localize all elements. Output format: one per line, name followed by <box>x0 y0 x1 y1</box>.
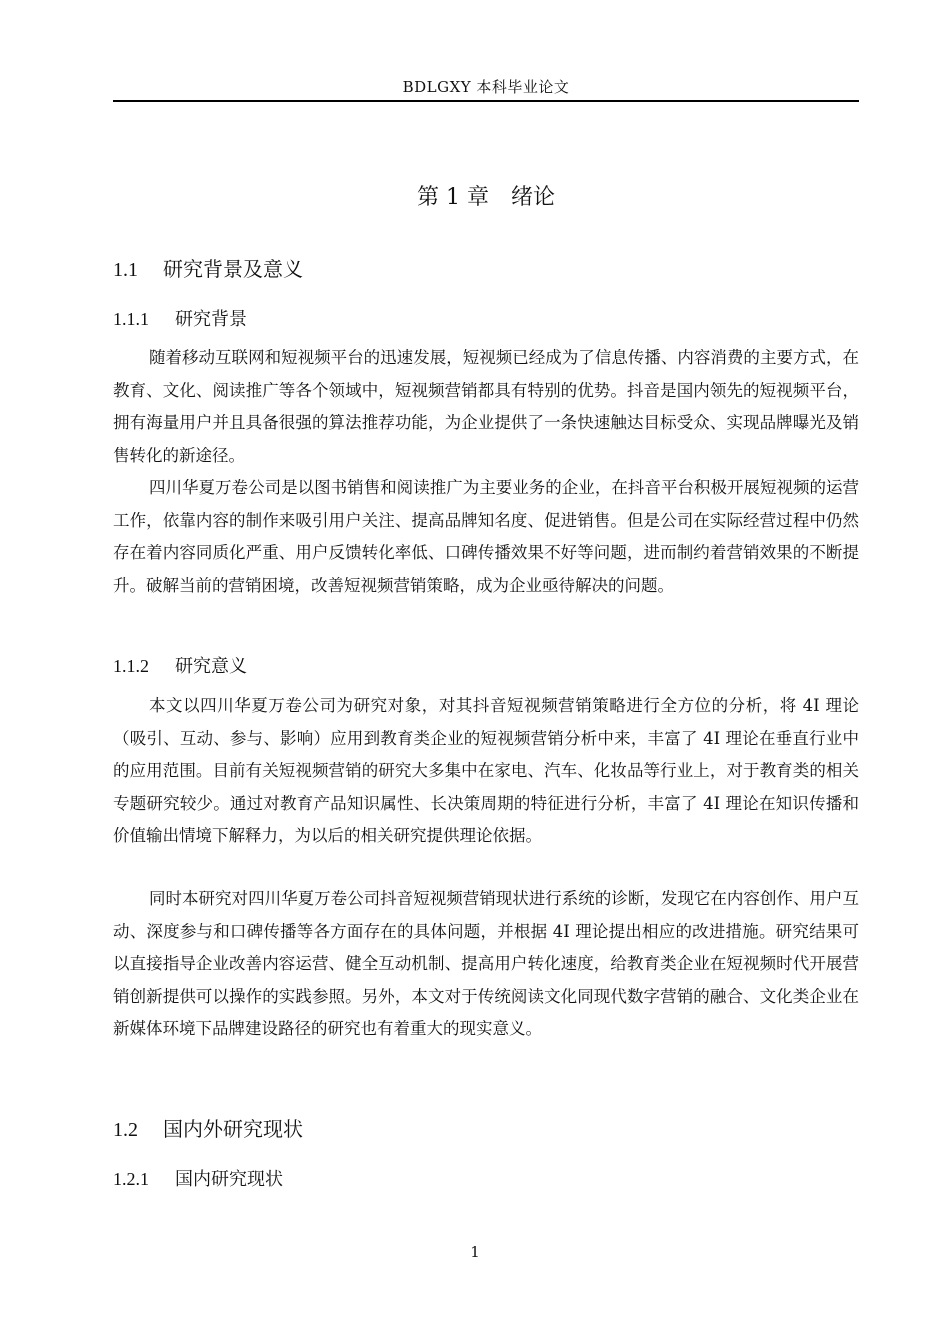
subsection-heading-1-1-2 <box>113 652 247 678</box>
subsection-title: 研究意义 <box>175 656 247 677</box>
subsection-title: 研究背景 <box>175 309 247 330</box>
page-number: 1 <box>470 1243 480 1261</box>
section-heading-1-2 <box>113 1113 303 1142</box>
subsection-heading-1-2-1 <box>113 1165 283 1191</box>
paragraph: 四川华夏万卷公司是以图书销售和阅读推广为主要业务的企业，在抖音平台积极开展短视频的运营工作，依靠内容的制作来吸引用户关注、提高品牌知名度、促进销售。但是公司在实际经营过程中仍然存在着内容同质化严重、用户反馈转化率低、口碑传播效果不好等问题，进而制约着营销效果的不断提升。破解当前的营销困境，改善短视频营销策略，成为企业亟待解决的问题。 <box>113 478 859 595</box>
paragraph: 同时本研究对四川华夏万卷公司抖音短视频营销现状进行系统的诊断，发现它在内容创作、用户互动、深度参与和口碑传播等各方面存在的具体问题，并根据 4I 理论提出相应的改进措施。研究结果可以直接指导企业改善内容运营、健全互动机制、提高用户转化速度，给教育类企业在短视频时代开展营销创新提供可以操作的实践参照。另外，本文对于传统阅读文化同现代数字营销的融合、文化类企业在新媒体环境下品牌建设路径的研究也有着重大的现实意义。 <box>113 889 859 1038</box>
header-rule <box>113 100 859 102</box>
subsection-number: 1.2.1 <box>113 1169 149 1189</box>
subsection-number: 1.1.2 <box>113 656 149 676</box>
section-heading-1-1 <box>113 253 303 282</box>
section-number: 1.1 <box>113 259 138 281</box>
section-title: 国内外研究现状 <box>163 1117 303 1141</box>
chapter-title: 第 1 章 绪论 <box>417 185 555 210</box>
subsection-number: 1.1.1 <box>113 309 149 329</box>
paragraph: 随着移动互联网和短视频平台的迅速发展，短视频已经成为了信息传播、内容消费的主要方式，在教育、文化、阅读推广等各个领域中，短视频营销都具有特别的优势。抖音是国内领先的短视频平台，拥有海量用户并且具备很强的算法推荐功能，为企业提供了一条快速触达目标受众、实现品牌曝光及销售转化的新途径。 <box>113 348 859 465</box>
subsection-heading-1-1-1 <box>113 305 247 331</box>
subsection-title: 国内研究现状 <box>175 1169 283 1190</box>
section-title: 研究背景及意义 <box>163 257 303 281</box>
paragraph: 本文以四川华夏万卷公司为研究对象，对其抖音短视频营销策略进行全方位的分析，将 4I 理论（吸引、互动、参与、影响）应用到教育类企业的短视频营销分析中来，丰富了 4I 理论在垂直行业中的应用范围。目前有关短视频营销的研究大多集中在家电、汽车、化妆品等行业上，对于教育类的相关专题研究较少。通过对教育产品知识属性、长决策周期的特征进行分析，丰富了 4I 理论在知识传播和价值输出情境下解释力，为以后的相关研究提供理论依据。 <box>113 696 859 845</box>
page-header: BDLGXY 本科毕业论文 <box>402 78 570 96</box>
section-number: 1.2 <box>113 1119 138 1141</box>
